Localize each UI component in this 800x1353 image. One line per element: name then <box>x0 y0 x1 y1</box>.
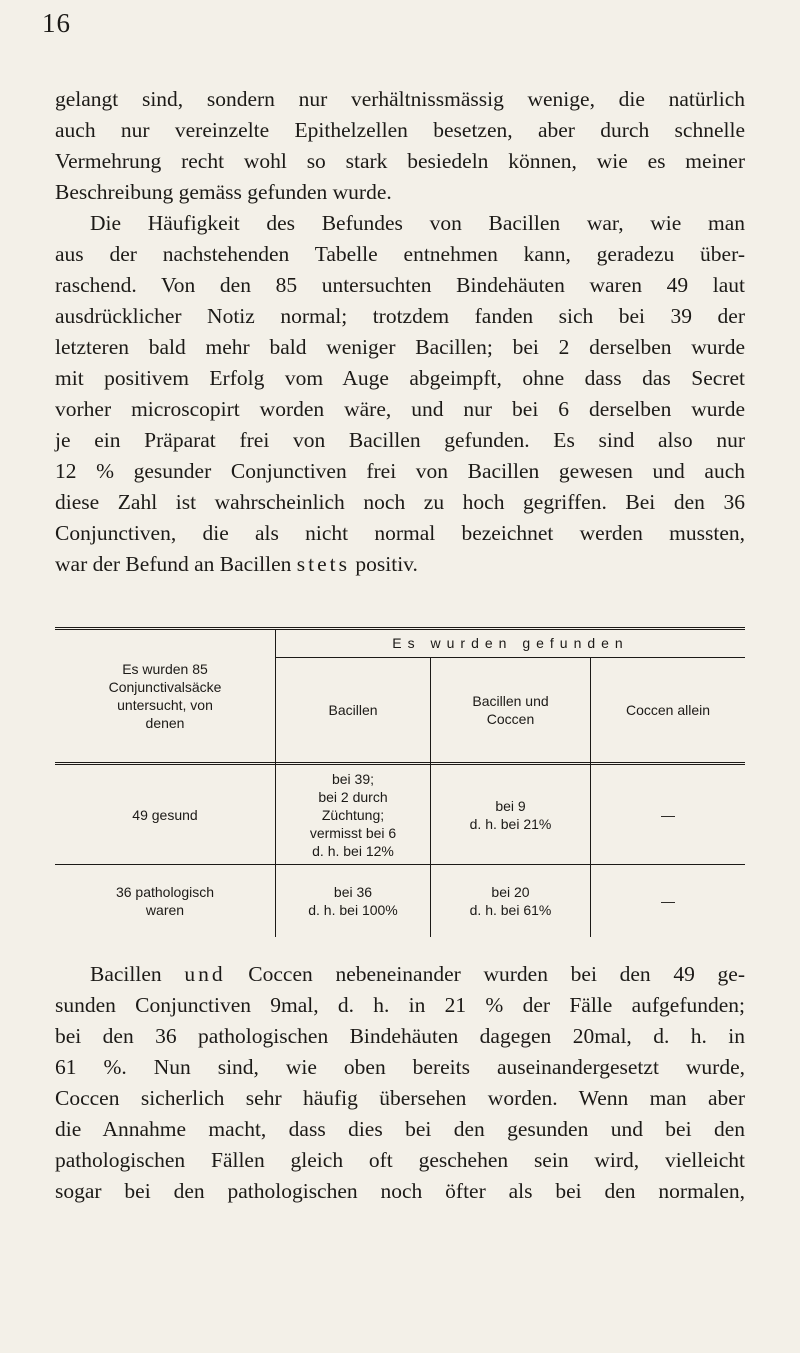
text-line: die Annahme macht, dass dies bei den gesunden und bei den <box>55 1117 745 1141</box>
table-cell <box>431 766 590 863</box>
text-line: je ein Präparat frei von Bacillen gefunden. Es sind also nur <box>55 428 745 452</box>
cell-line: d. h. bei 21% <box>469 815 552 832</box>
emphasized-word: stets <box>296 552 351 576</box>
table-header-bacillen <box>276 659 430 761</box>
text-line: mit positivem Erfolg vom Auge abgeimpft, ohne dass das Secret <box>55 366 745 390</box>
emphasized-word: und <box>184 962 226 986</box>
cell-line: Züchtung; <box>321 806 385 823</box>
table-row-rule <box>55 864 745 865</box>
text-line: aus der nachstehenden Tabelle entnehmen kann, geradezu über- <box>55 242 745 266</box>
paragraph-conclusion <box>55 959 745 1207</box>
table-cell <box>276 766 430 863</box>
table-row-label <box>55 867 275 935</box>
header-line: Bacillen und <box>472 693 549 709</box>
text-line: diese Zahl ist wahrscheinlich noch zu hoch gegriffen. Bei den 36 <box>55 490 745 514</box>
header-line: denen <box>145 715 185 731</box>
text-line: raschend. Von den 85 untersuchten Bindehäuten waren 49 laut <box>55 273 745 297</box>
text-line: Beschreibung gemäss gefunden wurde. <box>55 180 392 204</box>
cell-line: bei 36 <box>333 884 373 900</box>
text-line: vorher microscopirt worden wäre, und nur bei 6 derselben wurde <box>55 397 745 421</box>
cell-line: d. h. bei 61% <box>469 902 552 918</box>
cell-line: — <box>661 893 675 909</box>
cell-line: 36 pathologisch <box>115 884 215 900</box>
table-group-rule <box>275 657 745 658</box>
text-line <box>55 549 745 580</box>
header-line: Es wurden 85 <box>122 661 208 677</box>
text-line: auch nur vereinzelte Epithelzellen besetzen, aber durch schnelle <box>55 118 745 142</box>
text-line: Coccen sicherlich sehr häufig übersehen worden. Wenn man aber <box>55 1086 745 1110</box>
cell-line: bei 2 durch <box>318 788 388 805</box>
table-header-bacillen-und-coccen <box>431 659 590 761</box>
cell-line: 49 gesund <box>132 806 198 823</box>
cell-line: d. h. bei 100% <box>308 902 398 918</box>
table-header-rule <box>55 762 745 765</box>
text-line: sogar bei den pathologischen noch öfter als bei den normalen, <box>55 1179 745 1203</box>
header-line: Bacillen <box>328 702 378 718</box>
findings-table <box>55 627 745 937</box>
text-line <box>55 959 745 990</box>
page-number: 16 <box>42 8 71 38</box>
table-row-label <box>55 766 275 863</box>
text-fragment: war der Befund an Bacillen <box>55 552 297 576</box>
cell-line: vermisst bei 6 <box>309 824 397 841</box>
text-line: ausdrücklicher Notiz normal; trotzdem fanden sich bei 39 der <box>55 304 745 328</box>
text-line: Die Häufigkeit des Befundes von Bacillen war, wie man <box>90 211 745 235</box>
table-cell <box>431 867 590 935</box>
text-fragment: Coccen nebeneinander wurden bei den 49 ge- <box>225 962 746 986</box>
cell-line: d. h. bei 12% <box>312 842 394 859</box>
text-line: 61 %. Nun sind, wie oben bereits auseinandergesetzt wurde, <box>55 1055 745 1079</box>
table-cell <box>276 867 430 935</box>
text-line: gelangt sind, sondern nur verhältnissmässig wenige, die natürlich <box>55 87 745 111</box>
table-top-rule <box>55 627 745 630</box>
group-header-text: Es wurden gefunden <box>392 635 629 651</box>
table-header-examined <box>55 635 275 757</box>
header-line: untersucht, von <box>117 697 213 713</box>
text-fragment: positiv. <box>350 552 418 576</box>
table-group-header <box>276 631 745 655</box>
cell-line: waren <box>145 902 185 918</box>
table-cell <box>591 867 745 935</box>
cell-line: bei 20 <box>491 884 530 900</box>
paragraph-continuation <box>55 84 745 208</box>
text-line: Vermehrung recht wohl so stark besiedeln können, wie es meiner <box>55 149 745 173</box>
header-line: Conjunctivalsäcke <box>108 679 222 695</box>
text-line: bei den 36 pathologischen Bindehäuten dagegen 20mal, d. h. in <box>55 1024 745 1048</box>
text-line: pathologischen Fällen gleich oft geschehen sein wird, vielleicht <box>55 1148 745 1172</box>
paragraph-frequency <box>55 208 745 580</box>
text-fragment: Bacillen <box>90 962 185 986</box>
cell-line: — <box>661 806 675 823</box>
text-line: Conjunctiven, die als nicht normal bezeichnet werden mussten, <box>55 521 745 545</box>
header-line: Coccen allein <box>625 702 711 718</box>
header-line: Coccen <box>486 711 535 727</box>
table-cell <box>591 766 745 863</box>
text-line: 12 % gesunder Conjunctiven frei von Bacillen gewesen und auch <box>55 459 745 483</box>
text-line: sunden Conjunctiven 9mal, d. h. in 21 % der Fälle aufgefunden; <box>55 993 745 1017</box>
text-line: letzteren bald mehr bald weniger Bacillen; bei 2 derselben wurde <box>55 335 745 359</box>
table-header-coccen-allein <box>591 659 745 761</box>
cell-line: bei 39; <box>331 770 375 787</box>
cell-line: bei 9 <box>495 797 526 814</box>
